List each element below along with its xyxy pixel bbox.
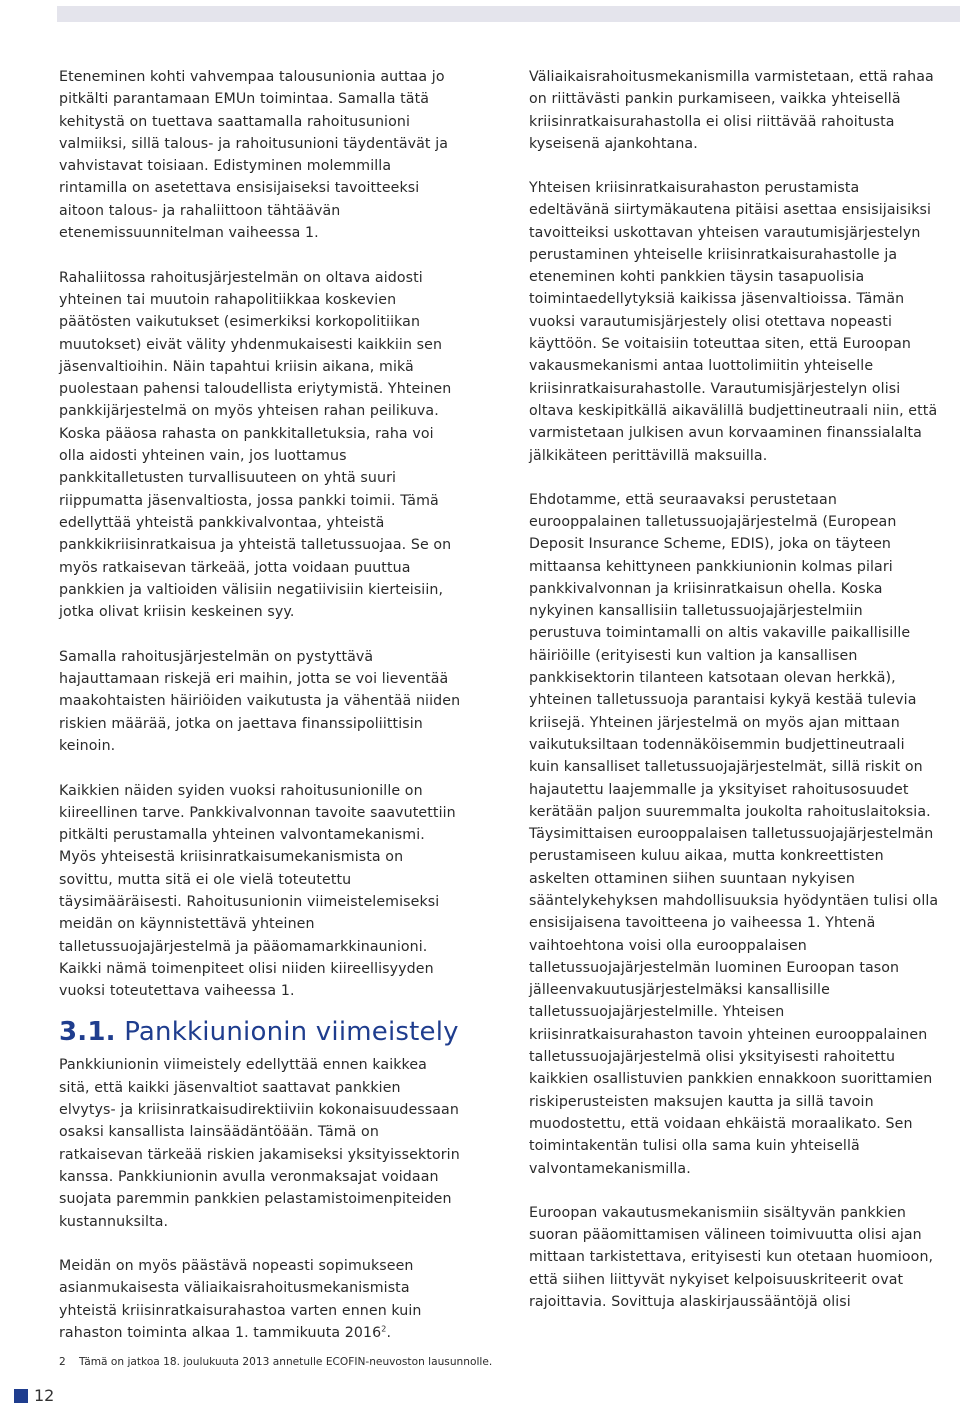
paragraph: Eteneminen kohti vahvempaa talousunionia auttaa jo pitkälti parantamaan EMUn toimintaa. Samalla tätä kehitystä on tuettava saattamalla rahoitusunioni valmiiksi, sillä talous- ja rahoitusunioni täydentävät ja vahvistavat toisiaan. Edistyminen molemmilla rintamilla on asetettava ensisijaiseksi tavoitteeksi aitoon talous- ja rahaliittoon tähtäävän etenemissuunnitelman vaiheessa 1.	[59, 69, 449, 242]
paragraph: Rahaliitossa rahoitusjärjestelmän on oltava aidosti yhteinen tai muutoin rahapolitiikkaa koskevien päätösten vaikutukset (esimerkiksi korkopolitiikan muutokset) eivät välity yhdenmukaisesti kaikkiin sen jäsenvaltioihin. Näin tapahtui kriisin aikana, mikä puolestaan pahensi taloudellista eriytymistä. Yhteinen pankkijärjestelmä on myös yhteisen rahan peilikuva. Koska pääosa rahasta on pankkitalletuksia, raha voi olla aidosti yhteinen vain, jos luottamus pankkitalletusten turvallisuuteen on yhtä suuri riippumatta jäsenvaltiosta, jossa pankki toimii. Tämä edellyttää yhteistä pankkivalvontaa, yhteistä pankkikriisinratkaisua ja yhteistä talletussuojaa. Se on myös ratkaisevan tärkeää, jotta voidaan puuttua pankkien ja valtioiden välisiin negatiivisiin kierteisiin, jotka olivat kriisin keskeinen syy.	[59, 269, 452, 621]
paragraph: Euroopan vakautusmekanismiin sisältyvän pankkien suoran pääomittamisen välineen toimivuutta olisi ajan mittaan tarkistettava, erityisesti kun otetaan huomioon, että siihen liittyvät nykyiset kelpoisuuskriteerit ovat rajoittavia. Sovittuja alaskirjaussääntöjä olisi	[529, 1204, 934, 1310]
paragraph: Ehdotamme, että seuraavaksi perustetaan eurooppalainen talletussuojajärjestelmä (European Deposit Insurance Scheme, EDIS), joka on täyteen mittaansa kehittyneen pankkiunionin kolmas pilari pankkivalvonnan ja kriisinratkaisun ohella. Koska nykyinen kansallisiin talletussuojajärjestelmiin perustuva toimintamalli on altis vakaville paikallisille häiriöille (erityisesti kun valtion ja kansallisen pankkisektorin tilanteen katsotaan olevan herkkä), yhteinen talletussuoja parantaisi kykyä kestää tulevia kriisejä. Yhteinen järjestelmä on myös ajan mittaan vaikutuksiltaan todennäköisemmin budjettineutraali kuin kansalliset talletussuojajärjestelmät, sillä riskit on hajautettu laajemmalle ja yksityiset rahoitusosuudet kerätään paljon suuremmalta joukolta rahoituslaitoksia. Täysimittaisen eurooppalaisen talletussuojajärjestelmän perustamiseen kuluu aikaa, mutta konkreettisten askelten ottaminen siihen suuntaan nykyisen sääntelykehyksen mahdollisuuksia hyödyntäen tulisi olla ensisijaisena tavoitteena jo vaiheessa 1. Yhtenä vaihtoehtona voisi olla eurooppalaisen talletussuojajärjestelmän luominen Euroopan tason jälleenvakuutusjärjestelmäksi kansallisille talletussuojajärjestelmille. Yhteisen kriisinratkaisurahaston tavoin yhteinen eurooppalainen talletussuojajärjestelmä olisi yksityisesti rahoitettu kaikkien osallistuvien pankkien ennakkoon suorittamien riskiperusteisten maksujen kautta ja sillä tavoin muodostettu, että voidaan ehkäistä moraalikato. Sen toimintakentän tulisi olla sama kuin yhteisellä valvontamekanismilla.	[529, 491, 939, 1177]
footnote-text: Tämä on jatkoa 18. joulukuuta 2013 annetulle ECOFIN-neuvoston lausunnolle.	[79, 1356, 493, 1368]
left-column	[59, 66, 461, 1344]
page-number-text: 12	[34, 1386, 55, 1405]
paragraph: Kaikkien näiden syiden vuoksi rahoitusunionille on kiireellinen tarve. Pankkivalvonnan tavoite saavutettiin pitkälti perustamalla yhteinen valvontamekanismi. Myös yhteisestä kriisinratkaisumekanismista on sovittu, mutta sitä ei ole vielä toteutettu täysimääräisesti. Rahoitusunionin viimeistelemiseksi meidän on käynnistettävä yhteinen talletussuojajärjestelmä ja pääomamarkkinaunioni. Kaikki nämä toimenpiteet olisi niiden kiireellisyyden vuoksi toteutettava vaiheessa 1.	[59, 782, 456, 1000]
footnote-mark: 2	[59, 1356, 66, 1368]
page-square-icon	[14, 1389, 28, 1403]
section-heading	[59, 1014, 461, 1050]
paragraph	[59, 1255, 461, 1344]
paragraph: Samalla rahoitusjärjestelmän on pystyttävä hajauttamaan riskejä eri maihin, jotta se voi lieventää maakohtaisten häiriöiden vaikutusta ja vähentää niiden riskien määrää, jotka on jaettava finanssipoliittisin keinoin.	[59, 648, 461, 754]
paragraph: Yhteisen kriisinratkaisurahaston perustamista edeltävänä siirtymäkautena pitäisi asettaa ensisijaisiksi tavoitteiksi uskottavan yhteisen varautumisjärjestelyn perustaminen yhteiselle kriisinratkaisurahastolle ja eteneminen kohti pankkien täysin tasapuolisia toimintaedellytyksiä kaikissa jäsenvaltioissa. Tämän vuoksi varautumisjärjestely olisi otettava nopeasti käyttöön. Se voitaisiin toteuttaa siten, että Euroopan vakausmekanismi antaa luottolimiitin yhteiselle kriisinratkaisurahastolle. Varautumisjärjestelyn olisi oltava keskipitkällä aikavälillä budjettineutraali niin, että varmistetaan julkisen avun korvaaminen finanssialalta jälkikäteen perittävillä maksuilla.	[529, 179, 938, 464]
page-number	[14, 1387, 54, 1405]
paragraph-end: .	[386, 1325, 392, 1342]
paragraph: Pankkiunionin viimeistely edellyttää ennen kaikkea sitä, että kaikki jäsenvaltiot saattavat pankkien elvytys- ja kriisinratkaisudirektiiviin kokonaisuudessaan osaksi kansallista lainsäädäntöään. Tämä on ratkaisevan tärkeää riskien jakamiseksi yksityissektorin kanssa. Pankkiunionin avulla veronmaksajat voidaan suojata paremmin pankkien pelastamistoimenpiteiden kustannuksilta.	[59, 1057, 460, 1230]
right-column	[529, 66, 939, 1313]
paragraph: Väliaikaisrahoitusmekanismilla varmistetaan, että rahaa on riittävästi pankin purkamiseen, vaikka yhteisellä kriisinratkaisurahastolla ei olisi riittävää rahoitusta kyseisenä ajankohtana.	[529, 69, 934, 152]
section-number: 3.1.	[59, 1017, 116, 1048]
section-title: Pankkiunionin viimeistely	[124, 1017, 459, 1048]
footnote-reference[interactable]: 2	[381, 1324, 387, 1334]
footnote	[59, 1355, 492, 1369]
paragraph-text: Meidän on myös päästävä nopeasti sopimukseen asianmukaisesta väliaikaisrahoitusmekanismista yhteistä kriisinratkaisurahastoa varten ennen kuin rahaston toiminta alkaa 1. tammikuuta 2016	[59, 1258, 422, 1342]
top-decorative-bar	[57, 6, 960, 22]
